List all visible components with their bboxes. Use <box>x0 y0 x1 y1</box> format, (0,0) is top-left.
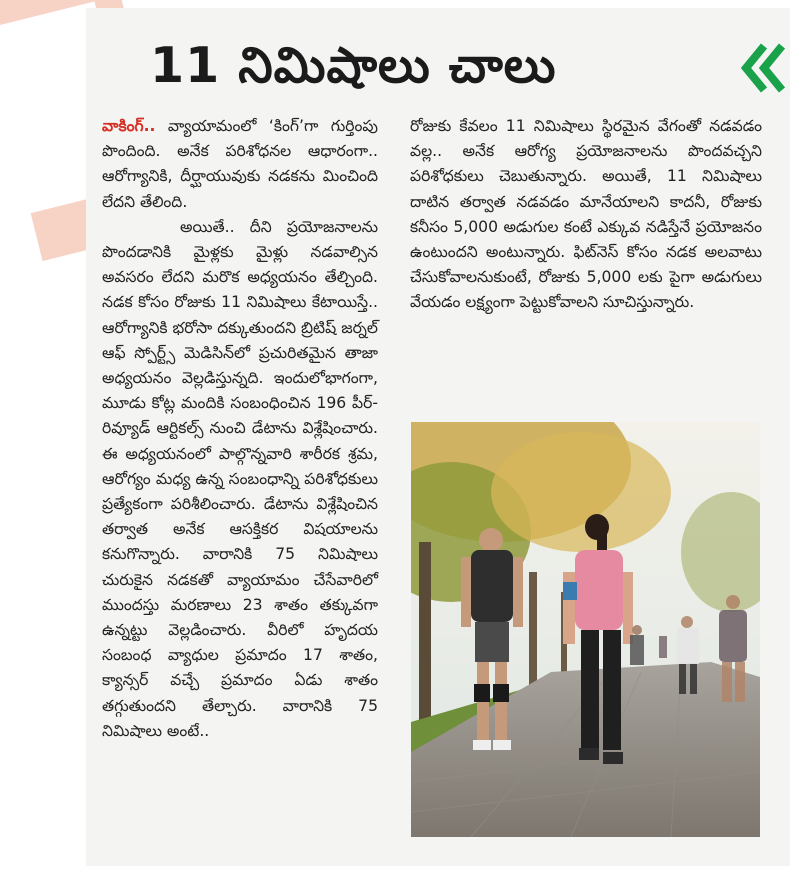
right-text-column <box>410 114 762 316</box>
walking-park-photo <box>411 422 760 837</box>
kicker-label: వాకింగ్.. <box>102 117 156 135</box>
body-paragraph <box>102 215 378 744</box>
left-text-column <box>102 114 378 744</box>
lead-text: వ్యాయామంలో ‘కింగ్’గా గుర్తింపు పొందింది. అనేక పరిశోధనల ఆధారంగా.. ఆరోగ్యానికి, దీర్ఘాయువుకు నడకను మించింది లేదని తేలింది. <box>102 117 378 211</box>
double-chevron-left-icon <box>738 40 788 96</box>
body-text: అయితే.. దీని ప్రయోజనాలను పొందడానికి మైళ్లకు మైళ్లు నడవాల్సిన అవసరం లేదని మరొక అధ్యయనం తేల్చింది. నడక కోసం రోజుకు 11 నిమిషాలు కేటాయిస్తే.. ఆరోగ్యానికి భరోసా దక్కుతుందని బ్రిటిష్ జర్నల్ ఆఫ్ స్పోర్ట్స్ మెడిసిన్‌లో ప్రచురితమైన తాజా అధ్యయనం వెల్లడిస్తున్నది. ఇందులోభాగంగా, మూడు కోట్ల మందికి సంబంధించిన 196 పీర్-రివ్యూడ్ ఆర్టికల్స్ నుంచి డేటాను విశ్లేషించారు. ఈ అధ్యయనంలో పాల్గొన్నవారి శారీరక శ్రమ, ఆరోగ్యం మధ్య ఉన్న సంబంధాన్ని పరిశోధకులు ప్రత్యేకంగా పరిశీలించారు. డేటాను విశ్లేషించిన తర్వాత అనేక ఆసక్తికర విషయాలను కనుగొన్నారు. వారానికి 75 నిమిషాలు చురుకైన నడకతో వ్యాయామం చేసేవారిలో ముందస్తు మరణాలు 23 శాతం తక్కువగా ఉన్నట్టు వెల్లడించారు. వీరిలో హృదయ సంబంధ వ్యాధుల ప్రమాదం 17 శాతం, క్యాన్సర్ వచ్చే ప్రమాదం ఏడు శాతం తగ్గుతుందని తేల్చారు. వారానికి 75 నిమిషాలు అంటే.. <box>102 217 378 740</box>
article-headline: 11 నిమిషాలు చాలు <box>150 37 557 94</box>
lead-paragraph <box>102 114 378 215</box>
right-column-paragraph: రోజుకు కేవలం 11 నిమిషాలు స్థిరమైన వేగంతో నడవడం వల్ల.. అనేక ఆరోగ్య ప్రయోజనాలను పొందవచ్చని పరిశోధకులు చెబుతున్నారు. అయితే, 11 నిమిషాలు దాటిన తర్వాత నడవడం మానేయాలని కాదనీ, రోజుకు కనీసం 5,000 అడుగుల కంటే ఎక్కువ నడిస్తేనే ప్రయోజనం ఉంటుందని అంటున్నారు. ఫిట్‌నెస్ కోసం నడక అలవాటు చేసుకోవాలనుకుంటే, రోజుకు 5,000 లకు పైగా అడుగులు వేయడం లక్ష్యంగా పెట్టుకోవాలని సూచిస్తున్నారు. <box>410 117 762 312</box>
